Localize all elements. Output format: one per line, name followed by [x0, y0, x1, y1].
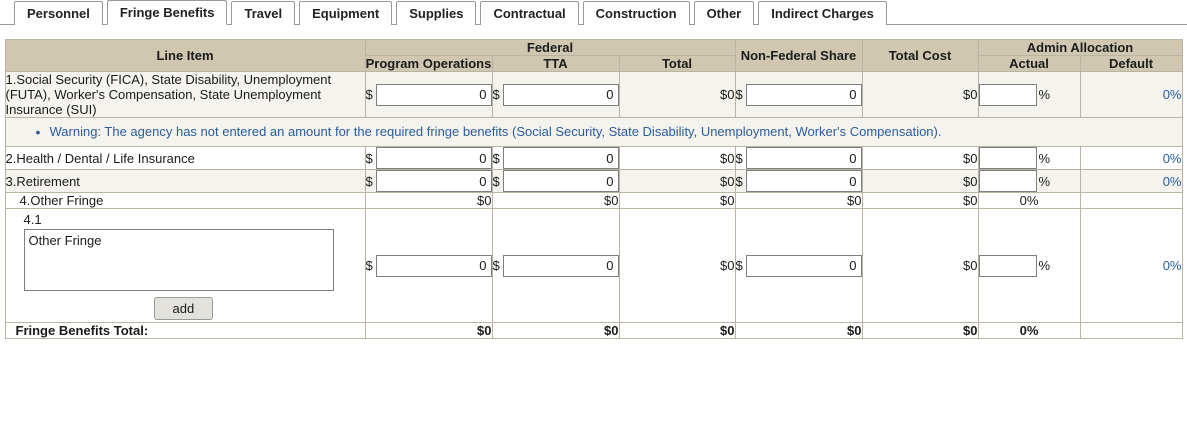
tab-personnel[interactable]: Personnel — [14, 1, 103, 25]
input-tta-row2[interactable] — [503, 147, 619, 169]
cell-actual — [978, 147, 1080, 170]
value-total-row3: $0 — [619, 170, 735, 193]
value-total-cost-row3: $0 — [862, 170, 978, 193]
tab-contractual[interactable]: Contractual — [480, 1, 578, 25]
value-total-cost-row1: $0 — [862, 72, 978, 118]
other-fringe-detail-row — [5, 209, 1182, 323]
cell-actual — [978, 170, 1080, 193]
table-row — [5, 72, 1182, 118]
value-non-federal-share-row4: $0 — [735, 193, 862, 209]
value-total-row41: $0 — [619, 209, 735, 323]
row-label-other-fringe: 4.Other Fringe — [5, 193, 365, 209]
value-total-cost-row2: $0 — [862, 147, 978, 170]
value-default-row41: 0% — [1080, 209, 1182, 323]
warning-message-wrap — [32, 124, 1176, 140]
row-label-social-security: 1.Social Security (FICA), State Disability, Unemployment (FUTA), Worker's Compensation, State Unemployment Insurance (SUI) — [5, 72, 365, 118]
row-label-health-dental-life: 2.Health / Dental / Life Insurance — [5, 147, 365, 170]
add-button[interactable]: add — [154, 297, 214, 320]
table-row — [5, 170, 1182, 193]
value-default-row3: 0% — [1080, 170, 1182, 193]
cell-non-federal-share — [735, 72, 862, 118]
input-non-federal-share-row2[interactable] — [746, 147, 862, 169]
percent-sign: % — [1038, 173, 1051, 189]
dollar-sign: $ — [492, 150, 500, 166]
tab-travel[interactable]: Travel — [231, 1, 295, 25]
header-total: Total — [619, 56, 735, 72]
input-actual-row3[interactable] — [979, 170, 1037, 192]
budget-category-tabs — [0, 0, 1187, 25]
dollar-sign: $ — [735, 173, 743, 189]
tab-other[interactable]: Other — [694, 1, 755, 25]
dollar-sign: $ — [735, 258, 743, 273]
dollar-sign: $ — [365, 258, 373, 273]
warning-cell — [5, 118, 1182, 147]
cell-actual — [978, 209, 1080, 323]
warning-row — [5, 118, 1182, 147]
header-total-cost: Total Cost — [862, 40, 978, 72]
totals-total-cost: $0 — [862, 323, 978, 339]
totals-default — [1080, 323, 1182, 339]
value-total-row1: $0 — [619, 72, 735, 118]
tab-fringe-benefits[interactable]: Fringe Benefits — [107, 0, 228, 25]
header-federal: Federal — [365, 40, 735, 56]
input-non-federal-share-row1[interactable] — [746, 84, 862, 106]
input-actual-row41[interactable] — [979, 255, 1037, 277]
header-tta: TTA — [492, 56, 619, 72]
value-actual-row4: 0% — [978, 193, 1080, 209]
percent-sign: % — [1038, 150, 1051, 166]
bullet-icon: • — [35, 124, 41, 140]
totals-actual: 0% — [978, 323, 1080, 339]
input-tta-row41[interactable] — [503, 255, 619, 277]
table-header — [5, 40, 1182, 72]
cell-non-federal-share — [735, 209, 862, 323]
table-row — [5, 147, 1182, 170]
totals-row — [5, 323, 1182, 339]
cell-actual — [978, 72, 1080, 118]
cell-non-federal-share — [735, 147, 862, 170]
input-non-federal-share-row41[interactable] — [746, 255, 862, 277]
dollar-sign: $ — [492, 87, 500, 102]
cell-other-fringe-entry — [5, 209, 365, 323]
cell-tta — [492, 147, 619, 170]
input-tta-row1[interactable] — [503, 84, 619, 106]
cell-tta — [492, 72, 619, 118]
tab-equipment[interactable]: Equipment — [299, 1, 392, 25]
dollar-sign: $ — [735, 150, 743, 166]
input-program-operations-row3[interactable] — [376, 170, 492, 192]
textarea-other-fringe-description[interactable] — [24, 229, 334, 291]
input-program-operations-row2[interactable] — [376, 147, 492, 169]
header-non-federal-share: Non-Federal Share — [735, 40, 862, 72]
value-total-cost-row41: $0 — [862, 209, 978, 323]
totals-total: $0 — [619, 323, 735, 339]
input-program-operations-row1[interactable] — [376, 84, 492, 106]
table-row — [5, 193, 1182, 209]
value-program-operations-row4: $0 — [365, 193, 492, 209]
dollar-sign: $ — [492, 258, 500, 273]
cell-non-federal-share — [735, 170, 862, 193]
tab-construction[interactable]: Construction — [583, 1, 690, 25]
value-default-row2: 0% — [1080, 147, 1182, 170]
tab-indirect-charges[interactable]: Indirect Charges — [758, 1, 887, 25]
totals-label: Fringe Benefits Total: — [5, 323, 365, 339]
add-button-wrap — [6, 297, 365, 320]
warning-message: Warning: The agency has not entered an amount for the required fringe benefits (Social Security, State Disability, Unemployment, Worker's Compensation). — [49, 124, 942, 139]
cell-program-operations — [365, 209, 492, 323]
fringe-benefits-table — [5, 39, 1183, 339]
input-actual-row1[interactable] — [979, 84, 1037, 106]
header-default: Default — [1080, 56, 1182, 72]
totals-non-federal-share: $0 — [735, 323, 862, 339]
cell-tta — [492, 209, 619, 323]
value-default-row4 — [1080, 193, 1182, 209]
value-tta-row4: $0 — [492, 193, 619, 209]
totals-tta: $0 — [492, 323, 619, 339]
cell-program-operations — [365, 72, 492, 118]
input-program-operations-row41[interactable] — [376, 255, 492, 277]
header-actual: Actual — [978, 56, 1080, 72]
value-total-row4: $0 — [619, 193, 735, 209]
value-total-cost-row4: $0 — [862, 193, 978, 209]
dollar-sign: $ — [365, 173, 373, 189]
percent-sign: % — [1038, 87, 1051, 102]
tab-supplies[interactable]: Supplies — [396, 1, 476, 25]
cell-program-operations — [365, 170, 492, 193]
dollar-sign: $ — [492, 173, 500, 189]
input-tta-row3[interactable] — [503, 170, 619, 192]
dollar-sign: $ — [365, 87, 373, 102]
input-actual-row2[interactable] — [979, 147, 1037, 169]
cell-program-operations — [365, 147, 492, 170]
cell-tta — [492, 170, 619, 193]
value-total-row2: $0 — [619, 147, 735, 170]
value-default-row1: 0% — [1080, 72, 1182, 118]
percent-sign: % — [1038, 258, 1051, 273]
dollar-sign: $ — [365, 150, 373, 166]
other-fringe-number: 4.1 — [23, 212, 42, 227]
header-line-item: Line Item — [5, 40, 365, 72]
totals-program-operations: $0 — [365, 323, 492, 339]
row-label-retirement: 3.Retirement — [5, 170, 365, 193]
header-program-operations: Program Operations — [365, 56, 492, 71]
header-admin-allocation: Admin Allocation — [978, 40, 1182, 56]
dollar-sign: $ — [735, 87, 743, 102]
input-non-federal-share-row3[interactable] — [746, 170, 862, 192]
